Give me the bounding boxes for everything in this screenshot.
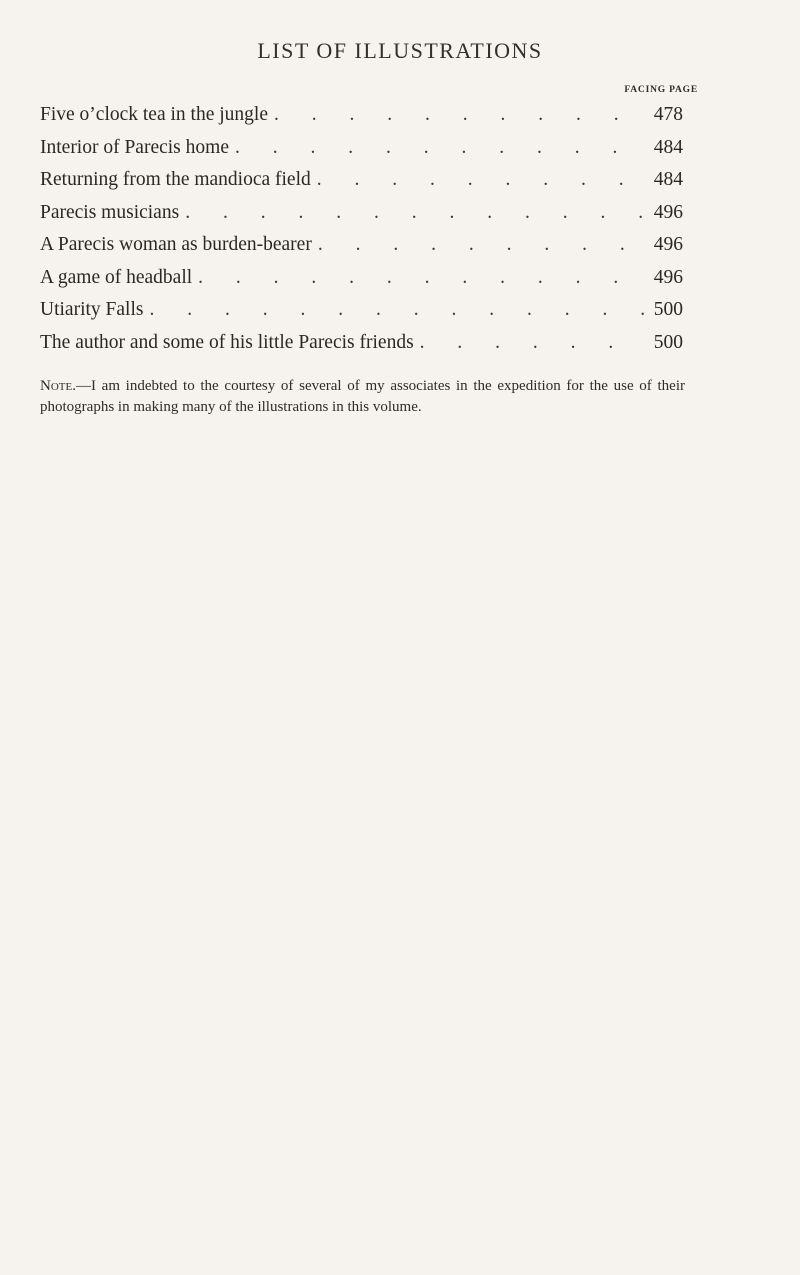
illustration-page: 478 <box>653 104 683 125</box>
note-text: —I am indebted to the courtesy of several of my associates in the expedition for the use of their photographs in making many of the illustrations in this volume. <box>40 378 685 415</box>
footnote <box>40 376 685 417</box>
dot-leader <box>229 137 647 159</box>
dot-leader <box>414 332 647 354</box>
illustration-title: The author and some of his little Parecis friends <box>40 331 414 353</box>
illustration-page: 484 <box>653 136 683 158</box>
illustration-title: Returning from the mandioca field <box>40 169 311 190</box>
illustrations-list <box>40 104 683 364</box>
illustration-page: 496 <box>653 234 683 255</box>
dot-leader <box>311 169 647 191</box>
illustration-title: Interior of Parecis home <box>40 136 229 158</box>
dot-leader <box>192 267 647 289</box>
illustration-title: Utiarity Falls <box>40 299 144 320</box>
list-item <box>40 202 683 235</box>
dot-leader <box>268 104 647 126</box>
illustration-page: 484 <box>653 169 683 190</box>
facing-page-header: FACING PAGE <box>624 85 698 95</box>
list-item <box>40 267 683 300</box>
dot-leader <box>143 299 647 321</box>
illustration-title: Five o’clock tea in the jungle <box>40 104 268 125</box>
list-item <box>40 104 683 137</box>
list-item <box>40 137 683 170</box>
illustration-page: 496 <box>653 266 683 288</box>
illustration-page: 496 <box>653 201 683 223</box>
list-item <box>40 169 683 202</box>
dot-leader <box>179 202 647 224</box>
illustration-title: A game of headball <box>40 266 193 288</box>
list-item <box>40 234 683 267</box>
illustration-title: Parecis musicians <box>40 201 180 223</box>
illustration-page: 500 <box>653 331 683 353</box>
note-label: Note. <box>40 378 76 394</box>
dot-leader <box>312 234 647 256</box>
list-item <box>40 332 683 365</box>
page-title: LIST OF ILLUSTRATIONS <box>257 38 543 63</box>
illustration-title: A Parecis woman as burden-bearer <box>40 234 312 255</box>
illustration-page: 500 <box>653 299 683 320</box>
list-item <box>40 299 683 332</box>
